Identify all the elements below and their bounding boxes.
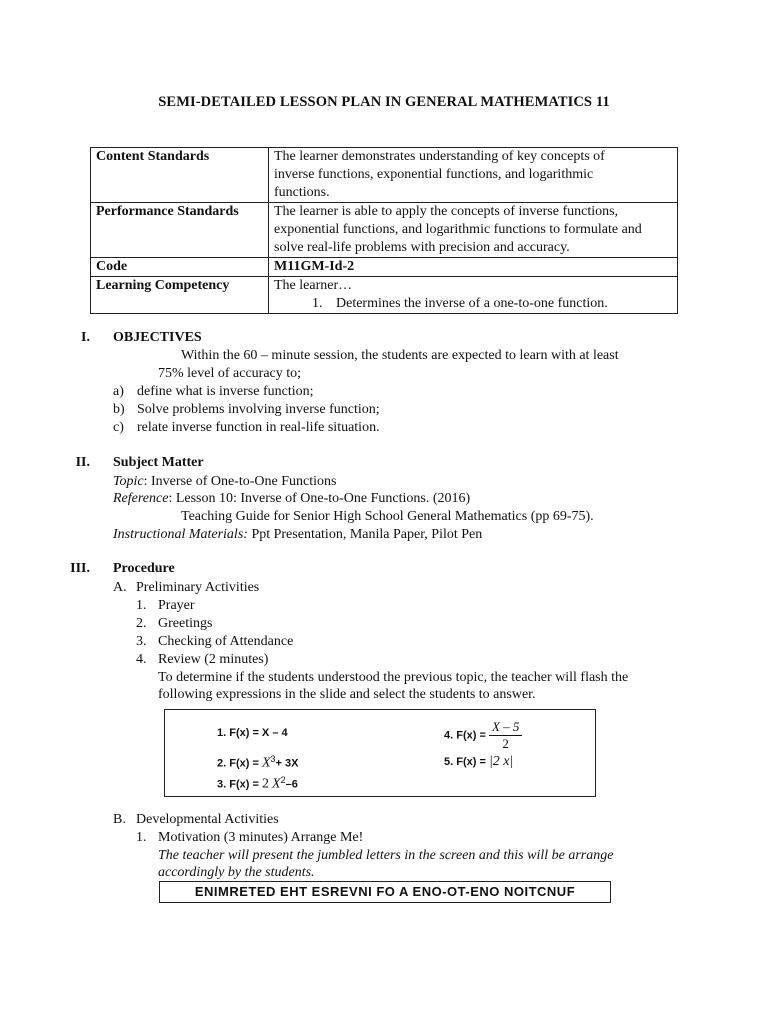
topic-line <box>113 473 336 491</box>
objective-item-b-label: b) <box>113 402 125 417</box>
code-label: Code <box>91 258 269 277</box>
code-row <box>91 258 678 277</box>
materials-value: Ppt Presentation, Manila Paper, Pilot Pen <box>247 527 483 542</box>
expr2-exponent: 3 <box>270 754 276 764</box>
subject-matter-heading: Subject Matter <box>113 455 204 470</box>
expr2-prefix: 2. F(x) = <box>217 757 262 770</box>
performance-standards-row <box>91 203 678 258</box>
developmental-heading: Developmental Activities <box>136 812 279 827</box>
performance-line-2: exponential functions, and logarithmic functions to formulate and <box>274 222 642 237</box>
review-expression-2 <box>217 754 298 772</box>
developmental-label: B. <box>113 812 126 827</box>
expr3-prefix: 3. F(x) = <box>217 778 262 791</box>
expr4-numerator: X – 5 <box>489 719 522 736</box>
preliminary-item-greetings: Greetings <box>158 616 213 631</box>
content-line-2: inverse functions, exponential functions, and logarithmic <box>274 167 594 182</box>
code-value: M11GM-Id-2 <box>269 258 678 277</box>
procedure-number: III. <box>70 561 90 576</box>
competency-item <box>274 295 672 313</box>
preliminary-item-num-3: 3. <box>136 634 147 649</box>
jumbled-letters-box: ENIMRETED EHT ESREVNI FO A ENO-OT-ENO NOITCNUF <box>159 881 611 903</box>
preliminary-item-review: Review (2 minutes) <box>158 652 269 667</box>
content-line-3: functions. <box>274 185 330 200</box>
preliminary-item-num-2: 2. <box>136 616 147 631</box>
competency-item-text: Determines the inverse of a one-to-one function. <box>336 296 608 311</box>
expr4-denominator: 2 <box>502 736 509 751</box>
preliminary-item-num-4: 4. <box>136 652 147 667</box>
objectives-heading: OBJECTIVES <box>113 330 202 345</box>
materials-line <box>113 526 482 544</box>
performance-standards-value <box>269 203 678 258</box>
performance-standards-label: Performance Standards <box>91 203 269 258</box>
competency-item-number: 1. <box>312 296 323 311</box>
content-standards-value <box>269 148 678 203</box>
content-standards-row <box>91 148 678 203</box>
topic-label: Topic <box>113 474 144 489</box>
page-title: SEMI-DETAILED LESSON PLAN IN GENERAL MATHEMATICS 11 <box>158 94 610 110</box>
reference-value-line-2: Teaching Guide for Senior High School General Mathematics (pp 69-75). <box>181 509 594 524</box>
motivation-description-line-1: The teacher will present the jumbled letters in the screen and this will be arrange <box>158 848 614 863</box>
expr5-expression: |2 x| <box>488 754 514 769</box>
objective-item-a-label: a) <box>113 384 124 399</box>
preliminary-label: A. <box>113 580 127 595</box>
expr3-variable: X <box>272 776 281 792</box>
performance-line-1: The learner is able to apply the concepts of inverse functions, <box>274 204 619 219</box>
review-description-line-2: following expressions in the slide and select the students to answer. <box>158 687 536 702</box>
review-expression-5 <box>444 754 513 770</box>
expr3-suffix: –6 <box>285 778 298 791</box>
objectives-intro-line-2: 75% level of accuracy to; <box>158 366 302 381</box>
objective-item-b: Solve problems involving inverse function; <box>137 402 380 417</box>
standards-table <box>90 147 678 314</box>
preliminary-item-prayer: Prayer <box>158 598 195 613</box>
motivation-item: Motivation (3 minutes) Arrange Me! <box>158 830 364 845</box>
motivation-description-line-2: accordingly by the students. <box>158 865 315 880</box>
expr3-exponent: 2 <box>280 775 286 785</box>
expr4-fraction <box>489 719 522 752</box>
topic-value: : Inverse of One-to-One Functions <box>143 474 337 489</box>
expr3-coefficient: 2 <box>261 776 269 792</box>
content-standards-label: Content Standards <box>91 148 269 203</box>
performance-line-3: solve real-life problems with precision and accuracy. <box>274 240 570 255</box>
subject-matter-number: II. <box>75 455 90 470</box>
expr2-variable: X <box>261 755 271 771</box>
preliminary-heading: Preliminary Activities <box>136 580 260 595</box>
learning-competency-label: Learning Competency <box>91 277 269 314</box>
expr2-suffix: + 3X <box>275 757 299 770</box>
objective-item-c: relate inverse function in real-life situation. <box>137 420 380 435</box>
learning-competency-value <box>269 277 678 314</box>
objective-item-c-label: c) <box>113 420 124 435</box>
learning-competency-row <box>91 277 678 314</box>
review-description-line-1: To determine if the students understood the previous topic, the teacher will flash the <box>158 670 629 685</box>
expr4-prefix: 4. F(x) = <box>444 729 489 742</box>
procedure-heading: Procedure <box>113 561 175 576</box>
review-expression-1: 1. F(x) = X – 4 <box>217 727 288 739</box>
objectives-intro-line-1: Within the 60 – minute session, the students are expected to learn with at least <box>181 348 619 363</box>
expr5-prefix: 5. F(x) = <box>444 756 489 768</box>
reference-value: : Lesson 10: Inverse of One-to-One Functions. (2016) <box>168 491 471 506</box>
content-line-1: The learner demonstrates understanding of key concepts of <box>274 149 605 164</box>
objectives-number: I. <box>81 330 90 345</box>
review-expression-3 <box>217 775 298 793</box>
reference-label: Reference <box>113 491 169 506</box>
competency-intro: The learner… <box>274 278 353 293</box>
objective-item-a: define what is inverse function; <box>137 384 314 399</box>
motivation-number: 1. <box>136 830 147 845</box>
review-expression-4 <box>444 719 522 752</box>
preliminary-item-num-1: 1. <box>136 598 147 613</box>
preliminary-item-attendance: Checking of Attendance <box>158 634 294 649</box>
reference-line <box>113 490 470 508</box>
materials-label: Instructional Materials: <box>113 527 248 542</box>
review-expressions-box <box>164 709 596 797</box>
